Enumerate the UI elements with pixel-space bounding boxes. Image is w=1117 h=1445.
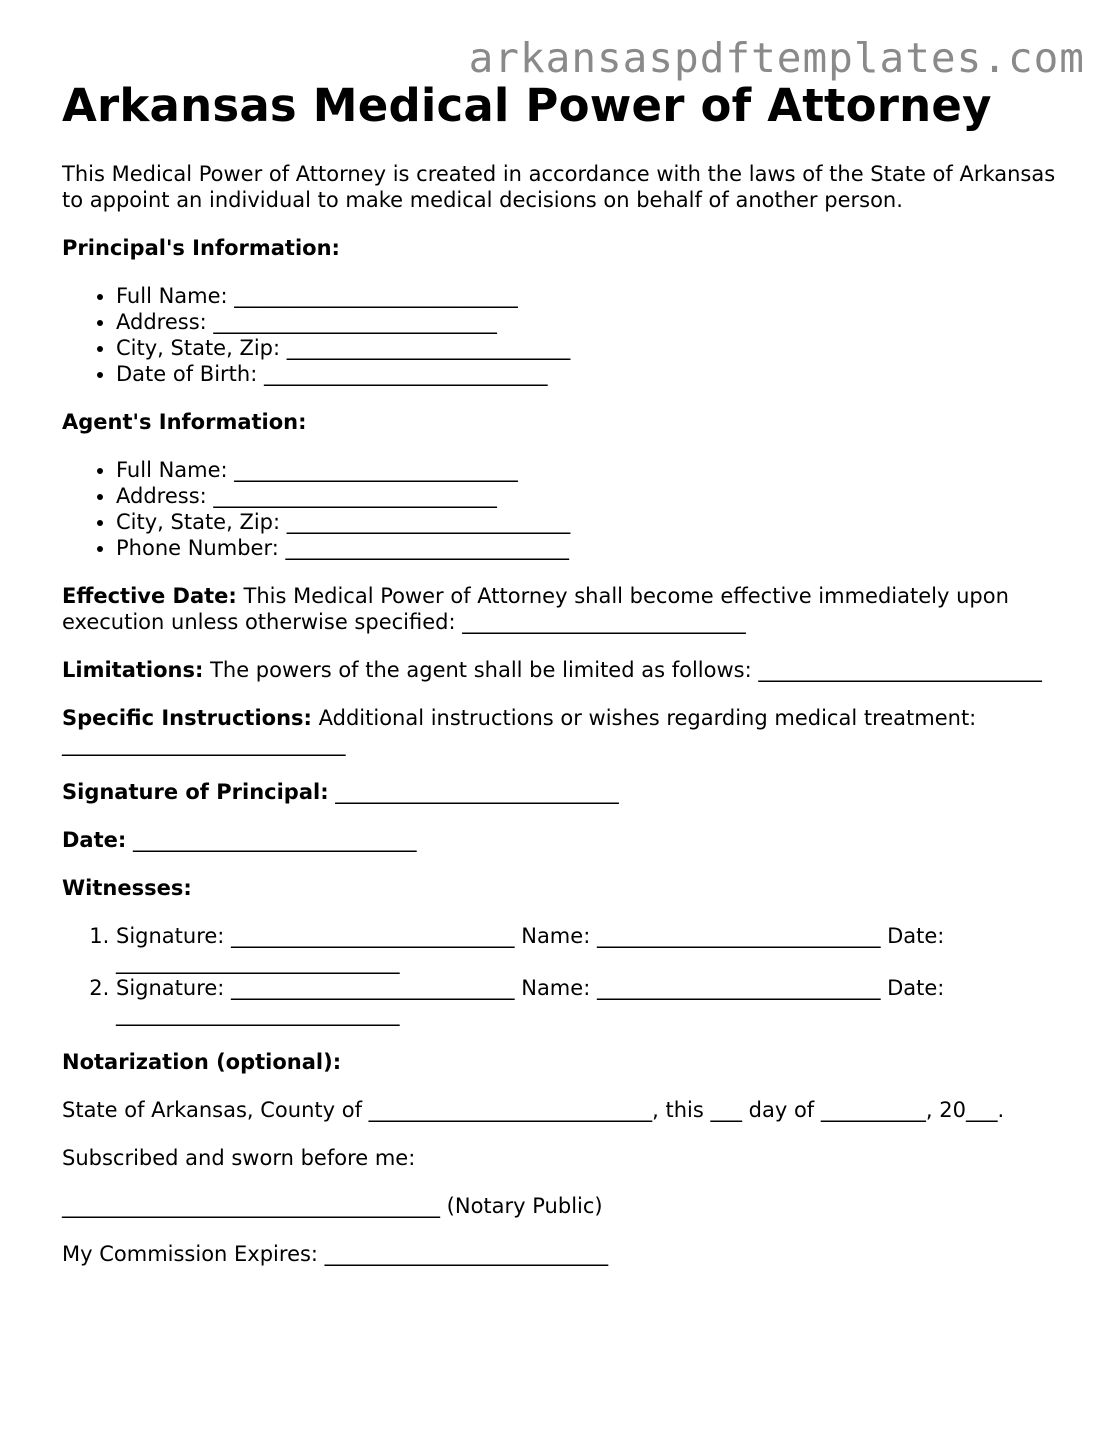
- limitations-label: Limitations:: [62, 658, 204, 682]
- witnesses-heading: Witnesses:: [62, 876, 192, 900]
- date-line: [62, 827, 1062, 853]
- principal-list: [62, 283, 1062, 387]
- notarization-sworn: Subscribed and sworn before me:: [62, 1146, 416, 1170]
- witness-item: 2. Signature: ___________________________ Name: ___________________________ Date: ___________________________: [116, 975, 1062, 1027]
- principal-signature-line: [62, 779, 1062, 805]
- document-title: Arkansas Medical Power of Attorney: [62, 79, 992, 132]
- witness-item: 1. Signature: ___________________________ Name: ___________________________ Date: ___________________________: [116, 923, 1062, 975]
- document: [62, 78, 1062, 1267]
- agent-phone-number: • Phone Number: ___________________________: [116, 535, 1062, 561]
- intro-paragraph: This Medical Power of Attorney is created in accordance with the laws of the State of Arkansas to appoint an individual to make medical decisions on behalf of another person.: [62, 162, 1056, 212]
- principal-full-name: • Full Name: ___________________________: [116, 283, 1062, 309]
- principal-signature-label: Signature of Principal:: [62, 780, 329, 804]
- notarization-heading: Notarization (optional):: [62, 1050, 342, 1074]
- effective-date-label: Effective Date:: [62, 584, 237, 608]
- principal-date-of-birth: • Date of Birth: ___________________________: [116, 361, 1062, 387]
- limitations-text: The powers of the agent shall be limited as follows: ___________________________: [203, 658, 1042, 682]
- agent-full-name: • Full Name: ___________________________: [116, 457, 1062, 483]
- date-blank: ___________________________: [126, 828, 417, 852]
- agent-list: [62, 457, 1062, 561]
- effective-date-text: This Medical Power of Attorney shall become effective immediately upon execution unless otherwise specified: ___________________________: [62, 584, 1009, 634]
- notary-public-line: ____________________________________ (Notary Public): [62, 1194, 603, 1218]
- principal-signature-blank: ___________________________: [328, 780, 619, 804]
- agent-city-state-zip: • City, State, Zip: ___________________________: [116, 509, 1062, 535]
- notarization-county-line: State of Arkansas, County of ___________________________, this ___ day of __________, 20___.: [62, 1098, 1005, 1122]
- instructions-paragraph: [62, 705, 1062, 757]
- agent-address: • Address: ___________________________: [116, 483, 1062, 509]
- instructions-text: Additional instructions or wishes regarding medical treatment: ___________________________: [62, 706, 977, 756]
- commission-expires-line: My Commission Expires: ___________________________: [62, 1242, 609, 1266]
- effective-date-paragraph: [62, 583, 1062, 635]
- principal-address: • Address: ___________________________: [116, 309, 1062, 335]
- principal-city-state-zip: • City, State, Zip: ___________________________: [116, 335, 1062, 361]
- watermark: arkansaspdftemplates.com: [468, 34, 1085, 82]
- principal-heading: Principal's Information:: [62, 236, 340, 260]
- agent-heading: Agent's Information:: [62, 410, 307, 434]
- limitations-paragraph: [62, 657, 1062, 683]
- instructions-label: Specific Instructions:: [62, 706, 312, 730]
- witnesses-list: [62, 923, 1062, 1027]
- date-label: Date:: [62, 828, 127, 852]
